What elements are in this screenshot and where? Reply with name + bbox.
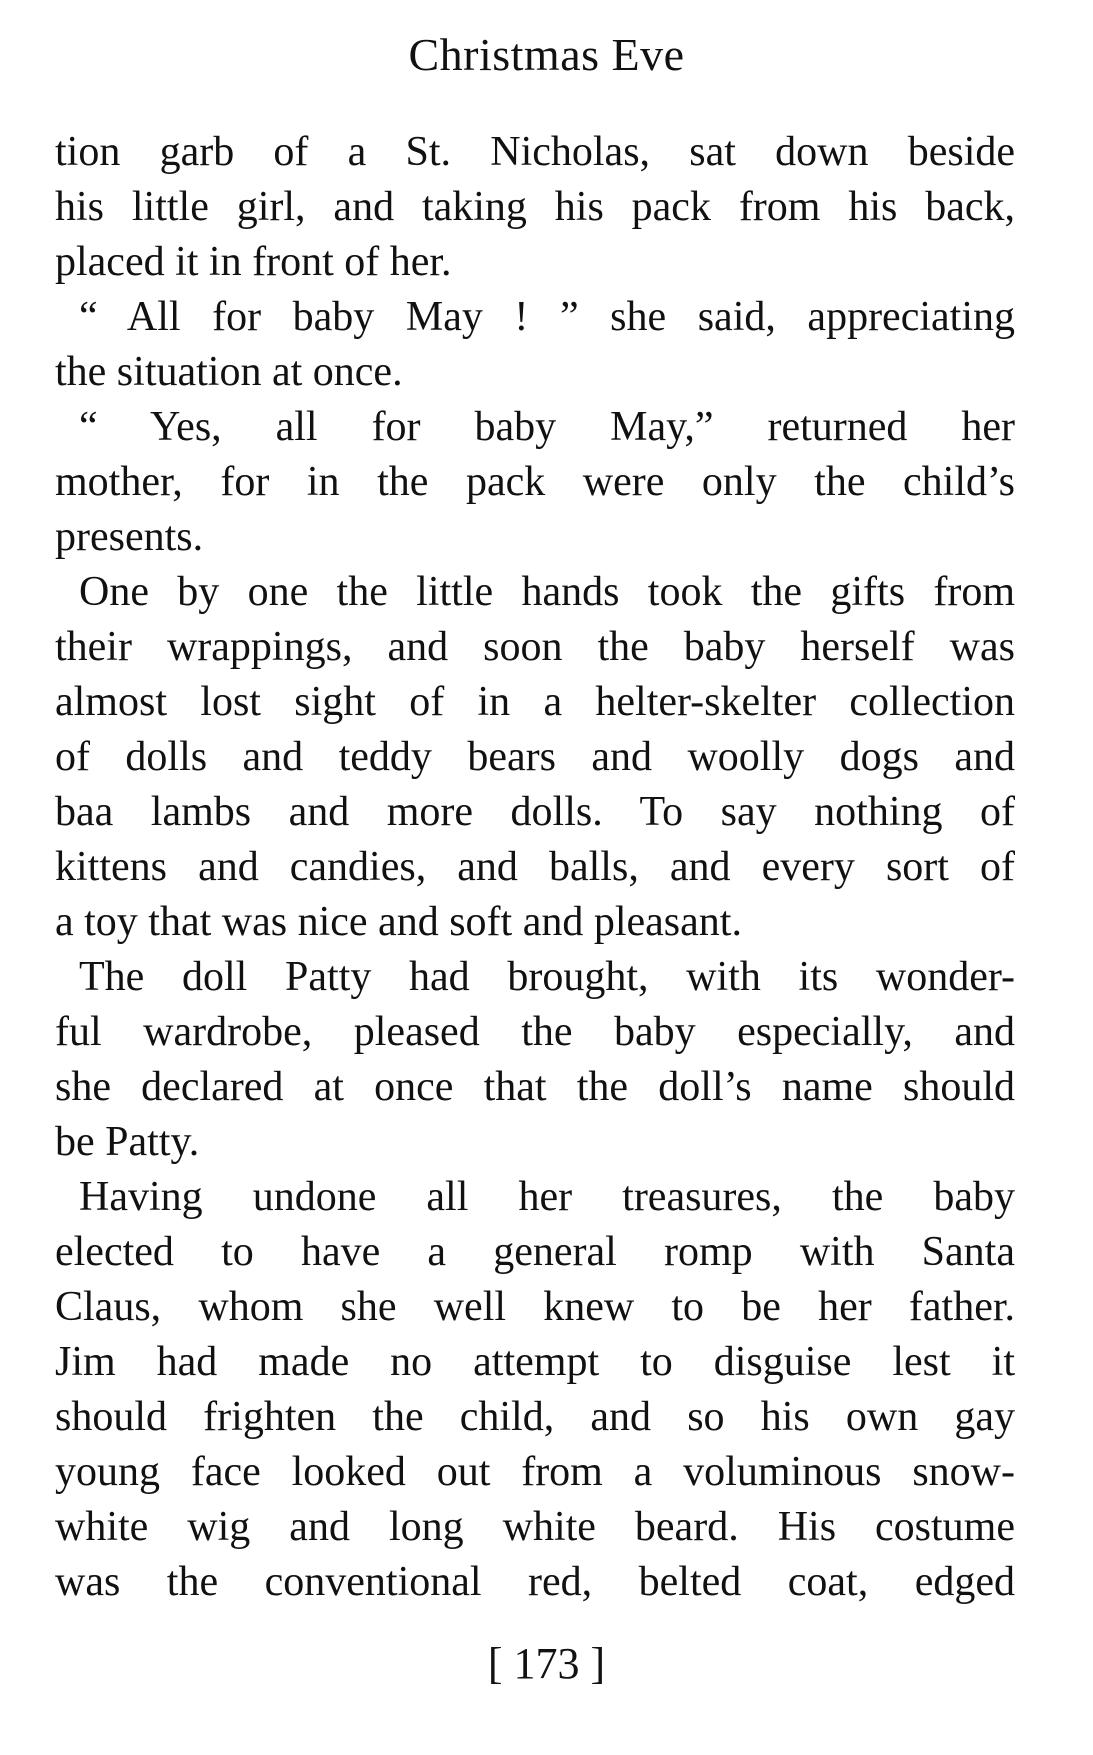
page-number: [ 173 ] <box>487 1639 606 1688</box>
text-line: kittens and candies, and balls, and every sort of <box>55 844 1015 890</box>
text-line: elected to have a general romp with Santa <box>55 1229 1015 1275</box>
text-line: Claus, whom she well knew to be her father. <box>55 1284 1015 1330</box>
text-line: presents. <box>55 514 204 560</box>
text-line: their wrappings, and soon the baby herself was <box>55 624 1015 670</box>
text-line: ful wardrobe, pleased the baby especially, and <box>55 1009 1015 1055</box>
text-line: the situation at once. <box>55 349 403 395</box>
text-line: was the conventional red, belted coat, edged <box>55 1559 1015 1605</box>
text-line: of dolls and teddy bears and woolly dogs and <box>55 734 1015 780</box>
text-line: Jim had made no attempt to disguise lest it <box>55 1339 1015 1385</box>
text-line: should frighten the child, and so his own gay <box>55 1394 1015 1440</box>
text-line: The doll Patty had brought, with its wonder- <box>79 954 1015 1000</box>
text-line: placed it in front of her. <box>55 239 452 285</box>
text-line: “ All for baby May ! ” she said, appreciating <box>79 294 1015 340</box>
text-line: she declared at once that the doll’s name should <box>55 1064 1015 1110</box>
text-line: be Patty. <box>55 1119 200 1165</box>
running-head-title: Christmas Eve <box>408 29 685 80</box>
text-line: young face looked out from a voluminous snow- <box>55 1449 1015 1495</box>
text-line: mother, for in the pack were only the child’s <box>55 459 1015 505</box>
text-line: tion garb of a St. Nicholas, sat down beside <box>55 129 1015 175</box>
text-line: a toy that was nice and soft and pleasant. <box>55 899 742 945</box>
text-line: One by one the little hands took the gifts from <box>79 569 1015 615</box>
text-line: baa lambs and more dolls. To say nothing of <box>55 789 1015 835</box>
text-line: white wig and long white beard. His costume <box>55 1504 1015 1550</box>
text-line: almost lost sight of in a helter-skelter collection <box>55 679 1015 725</box>
body-text <box>55 125 1015 1610</box>
text-line: “ Yes, all for baby May,” returned her <box>79 404 1015 450</box>
text-line: his little girl, and taking his pack from his back, <box>55 184 1015 230</box>
text-line: Having undone all her treasures, the baby <box>79 1174 1015 1220</box>
